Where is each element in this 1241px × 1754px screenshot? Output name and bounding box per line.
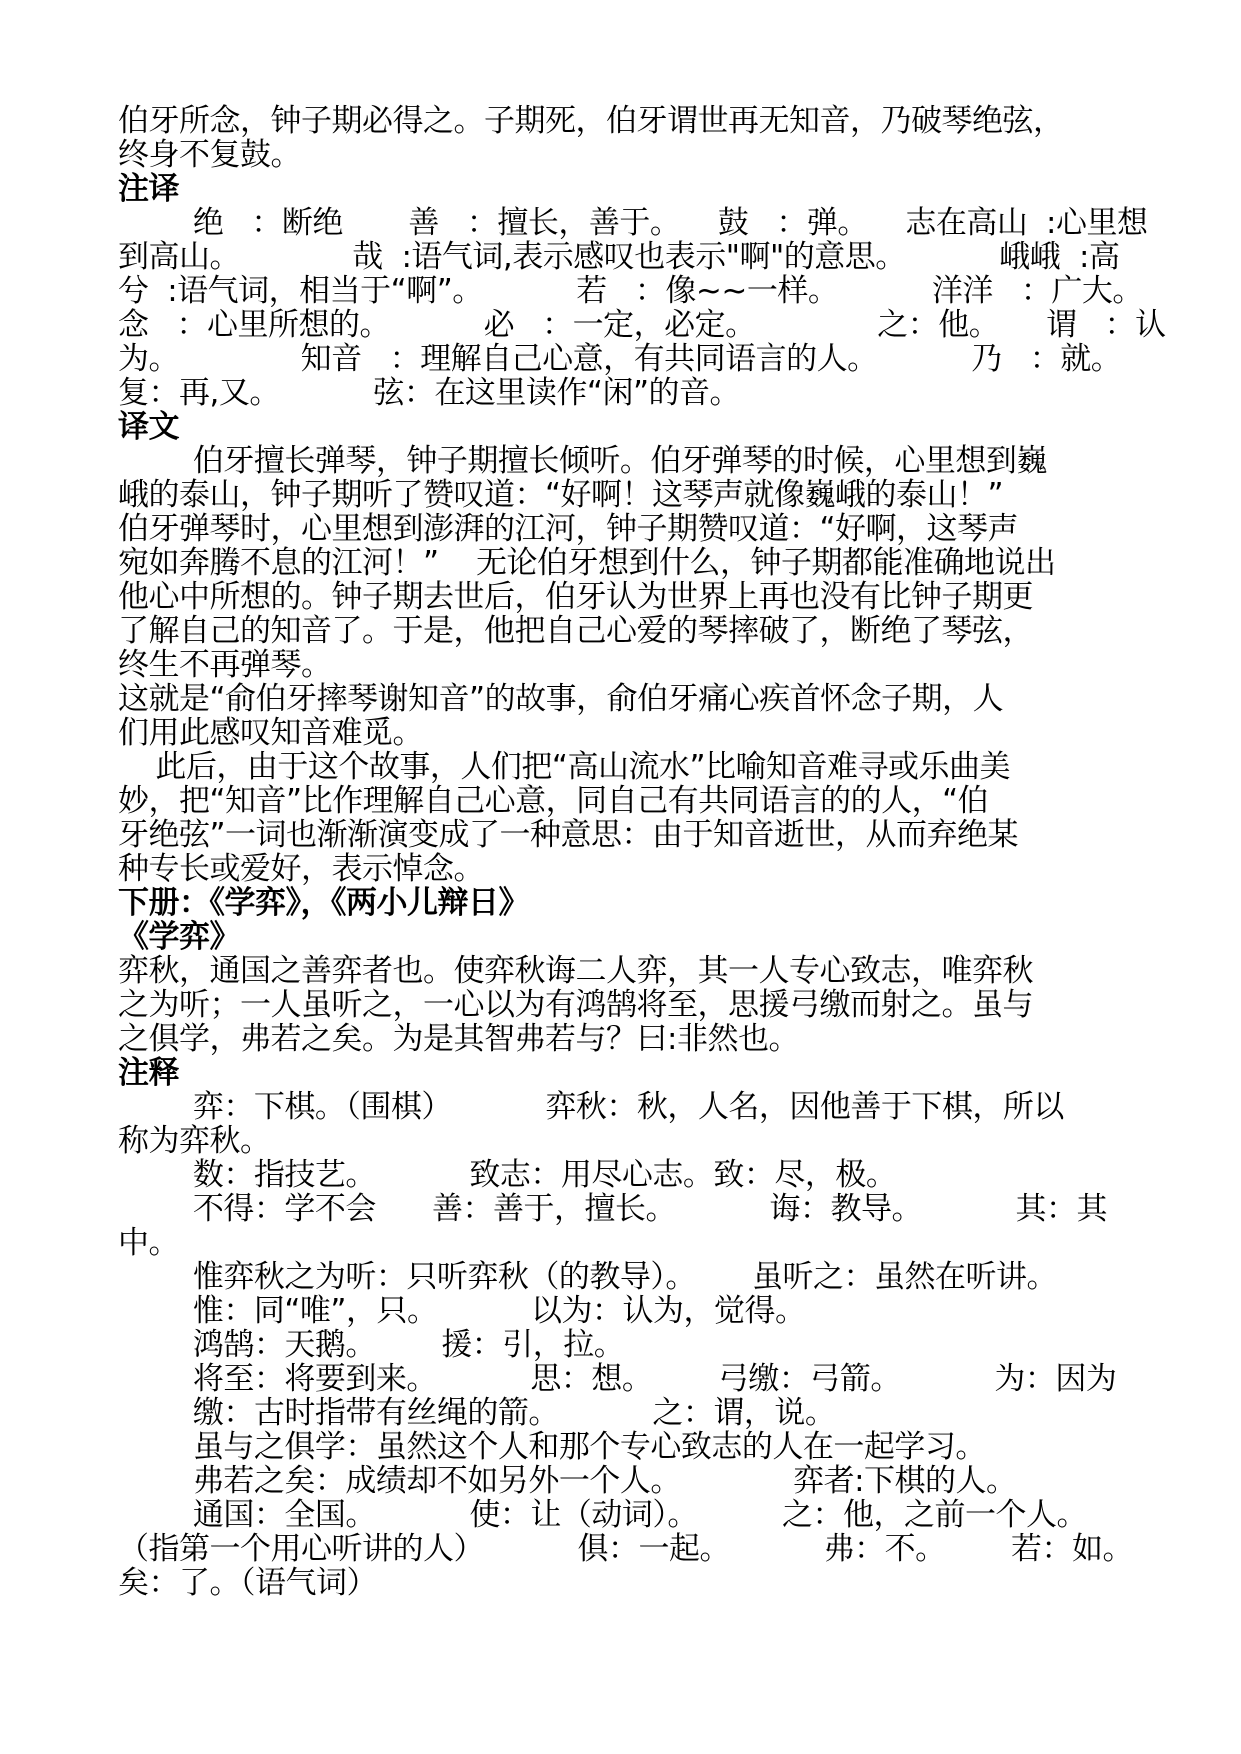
text-line: 为。 知音 ：理解自己心意，有共同语言的人。 乃 ：就。 — [118, 341, 1122, 377]
text-line: 们用此感叹知音难觅。 — [118, 715, 423, 751]
text-line: 种专长或爱好，表示悼念。 — [118, 851, 484, 887]
text-line: 惟：同“唯”，只。 以为：认为，觉得。 — [118, 1293, 806, 1329]
text-line: 伯牙擅长弹琴，钟子期擅长倾听。伯牙弹琴的时候，心里想到巍 — [118, 443, 1047, 479]
text-line: 伯牙所念，钟子期必得之。子期死，伯牙谓世再无知音，乃破琴绝弦， — [118, 103, 1064, 139]
text-line: 伯牙弹琴时，心里想到澎湃的江河，钟子期赞叹道：“好啊，这琴声 — [118, 511, 1019, 547]
document-page — [118, 103, 1166, 1601]
text-line: 不得：学不会 善：善于，擅长。 诲：教导。 其：其 — [118, 1191, 1108, 1227]
text-line: 虽与之俱学：虽然这个人和那个专心致志的人在一起学习。 — [118, 1429, 986, 1465]
text-line: 惟弈秋之为听：只听弈秋（的教导）。 虽听之：虽然在听讲。 — [118, 1259, 1057, 1295]
text-line: 弈秋，通国之善弈者也。使弈秋诲二人弈，其一人专心致志，唯弈秋 — [118, 953, 1033, 989]
text-line: （指第一个用心听讲的人） 俱：一起。 弗：不。 若：如。 — [118, 1531, 1134, 1567]
text-line: 峨的泰山，钟子期听了赞叹道：“好啊！这琴声就像巍峨的泰山！” — [118, 477, 1004, 513]
text-line: 数：指技艺。 致志：用尽心志。致：尽，极。 — [118, 1157, 897, 1193]
text-line: 矣：了。（语气词） — [118, 1565, 377, 1601]
section-heading: 注释 — [118, 1055, 179, 1091]
text-line: 弈：下棋。（围棋） 弈秋：秋，人名，因他善于下棋，所以 — [118, 1089, 1064, 1125]
text-line: 鸿鹄：天鹅。 援：引，拉。 — [118, 1327, 625, 1363]
text-line: 将至：将要到来。 思：想。 弓缴：弓箭。 为：因为 — [118, 1361, 1117, 1397]
text-line: 兮 :语气词，相当于“啊”。 若 ：像~~一样。 洋洋 ：广大。 — [118, 273, 1143, 309]
text-line: 念 ：心里所想的。 必 ：一定，必定。 之：他。 谓 ：认 — [118, 307, 1166, 343]
text-line: 终生不再弹琴。 — [118, 647, 332, 683]
text-line: 通国：全国。 使：让（动词）。 之：他，之前一个人。 — [118, 1497, 1088, 1533]
section-heading: 《学弈》 — [118, 919, 240, 955]
section-heading: 下册：《学弈》，《两小儿辩日》 — [118, 885, 529, 921]
section-heading: 译文 — [118, 409, 179, 445]
section-heading: 注译 — [118, 171, 179, 207]
text-line: 之为听；一人虽听之，一心以为有鸿鹄将至，思援弓缴而射之。虽与 — [118, 987, 1033, 1023]
text-line: 之俱学，弗若之矣。为是其智弗若与？曰:非然也。 — [118, 1021, 799, 1057]
text-line: 牙绝弦”一词也渐渐演变成了一种意思：由于知音逝世，从而弃绝某 — [118, 817, 1019, 853]
text-line: 到高山。 哉 :语气词,表示感叹也表示"啊"的意思。 峨峨 :高 — [118, 239, 1120, 275]
text-line: 了解自己的知音了。于是，他把自己心爱的琴摔破了，断绝了琴弦， — [118, 613, 1033, 649]
text-line: 宛如奔腾不息的江河！” 无论伯牙想到什么，钟子期都能准确地说出 — [118, 545, 1056, 581]
text-line: 此后，由于这个故事，人们把“高山流水”比喻知音难寻或乐曲美 — [118, 749, 1011, 785]
text-line: 绝 ：断绝 善 ：擅长，善于。 鼓 ：弹。 志在高山 :心里想 — [118, 205, 1148, 241]
text-line: 妙，把“知音”比作理解自己心意，同自己有共同语言的的人，“伯 — [118, 783, 989, 819]
text-line: 这就是“俞伯牙摔琴谢知音”的故事，俞伯牙痛心疾首怀念子期，人 — [118, 681, 1004, 717]
text-line: 中。 — [118, 1225, 179, 1261]
text-line: 复：再,又。 弦：在这里读作“闲”的音。 — [118, 375, 741, 411]
text-line: 终身不复鼓。 — [118, 137, 301, 173]
text-line: 缴：古时指带有丝绳的箭。 之：谓，说。 — [118, 1395, 836, 1431]
text-line: 弗若之矣：成绩却不如另外一个人。 弈者:下棋的人。 — [118, 1463, 1017, 1499]
text-line: 称为弈秋。 — [118, 1123, 271, 1159]
text-line: 他心中所想的。钟子期去世后，伯牙认为世界上再也没有比钟子期更 — [118, 579, 1033, 615]
